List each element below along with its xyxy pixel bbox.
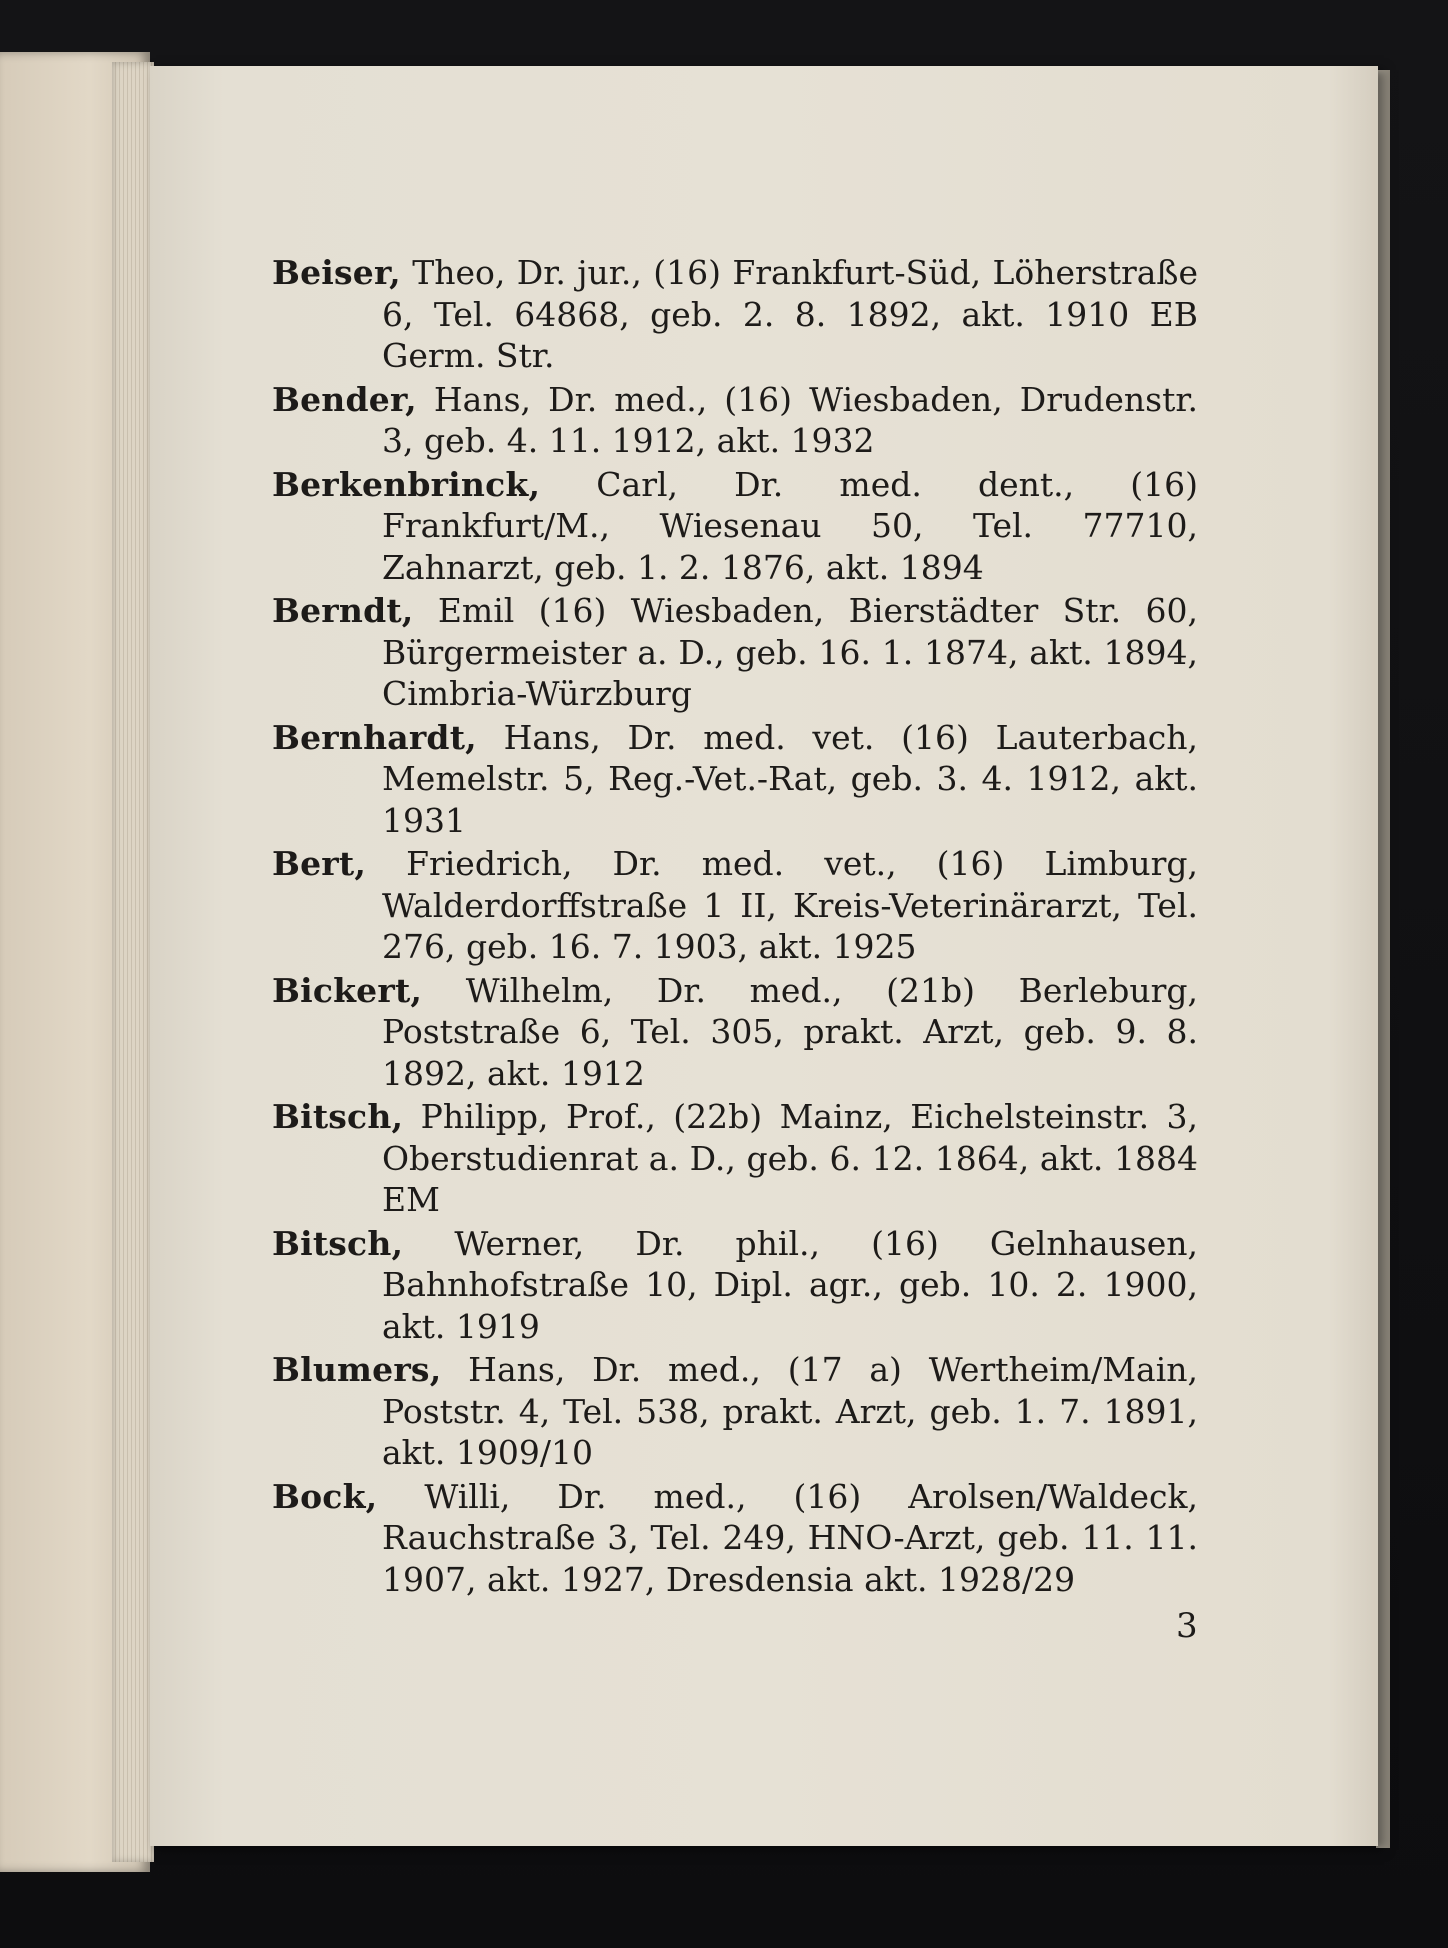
directory-entry: [272, 843, 1198, 968]
entry-name: Blumers,: [272, 1350, 442, 1389]
entry-name: Bock,: [272, 1476, 378, 1516]
entry-name: Beiser,: [272, 253, 401, 292]
directory-entry: [272, 1476, 1198, 1601]
directory-entry: [272, 1223, 1198, 1348]
entry-details: Wilhelm, Dr. med., (21b) Berleburg, Poststraße 6, Tel. 305, prakt. Arzt, geb. 9. 8. 1892, akt. 1912: [382, 970, 1198, 1093]
entry-name: Berkenbrinck,: [272, 464, 541, 504]
entry-name: Bernhardt,: [272, 717, 477, 757]
directory-entry: [272, 1349, 1198, 1474]
entry-name: Bender,: [272, 379, 417, 419]
page-number: 3: [1176, 1606, 1198, 1646]
entry-details: Willi, Dr. med., (16) Arolsen/Waldeck, Rauchstraße 3, Tel. 249, HNO-Arzt, geb. 11. 11. 1907, akt. 1927, Dresdensia akt. 1928/29: [377, 1476, 1198, 1599]
entry-details: Emil (16) Wiesbaden, Bierstädter Str. 60, Bürgermeister a. D., geb. 16. 1. 1874, akt. 1894, Cimbria-Würzburg: [382, 591, 1198, 713]
directory-entry: [272, 1096, 1198, 1221]
page-edges: [112, 62, 154, 1862]
entry-name: Bickert,: [272, 970, 423, 1010]
page-right-edge: [1376, 70, 1390, 1848]
entry-details: Hans, Dr. med. vet. (16) Lauterbach, Memelstr. 5, Reg.-Vet.-Rat, geb. 3. 4. 1912, akt. 1931: [382, 717, 1198, 840]
entry-name: Bitsch,: [272, 1097, 404, 1136]
directory-entry: [272, 970, 1198, 1095]
directory-entry: [272, 464, 1198, 589]
directory-entry: [272, 590, 1198, 715]
entry-details: Philipp, Prof., (22b) Mainz, Eichelsteinstr. 3, Oberstudienrat a. D., geb. 6. 12. 1864, akt. 1884 EM: [382, 1097, 1198, 1219]
entry-details: Hans, Dr. med., (17 a) Wertheim/Main, Poststr. 4, Tel. 538, prakt. Arzt, geb. 1. 7. 1891, akt. 1909/10: [382, 1350, 1198, 1472]
directory-entries: [272, 252, 1198, 1602]
directory-entry: [272, 252, 1198, 377]
entry-details: Werner, Dr. phil., (16) Gelnhausen, Bahnhofstraße 10, Dipl. agr., geb. 10. 2. 1900, akt. 1919: [382, 1223, 1198, 1346]
entry-name: Bert,: [272, 844, 367, 883]
entry-details: Theo, Dr. jur., (16) Frankfurt-Süd, Löherstraße 6, Tel. 64868, geb. 2. 8. 1892, akt. 1910 EB Germ. Str.: [382, 253, 1198, 375]
entry-details: Hans, Dr. med., (16) Wiesbaden, Drudenstr. 3, geb. 4. 11. 1912, akt. 1932: [382, 379, 1198, 460]
entry-name: Berndt,: [272, 591, 414, 630]
entry-details: Friedrich, Dr. med. vet., (16) Limburg, Walderdorffstraße 1 II, Kreis-Veterinärarzt, Tel. 276, geb. 16. 7. 1903, akt. 1925: [366, 844, 1198, 966]
directory-entry: [272, 717, 1198, 842]
entry-details: Carl, Dr. med. dent., (16) Frankfurt/M., Wiesenau 50, Tel. 77710, Zahnarzt, geb. 1. 2. 1876, akt. 1894: [382, 464, 1198, 587]
directory-entry: [272, 379, 1198, 462]
entry-name: Bitsch,: [272, 1223, 404, 1263]
